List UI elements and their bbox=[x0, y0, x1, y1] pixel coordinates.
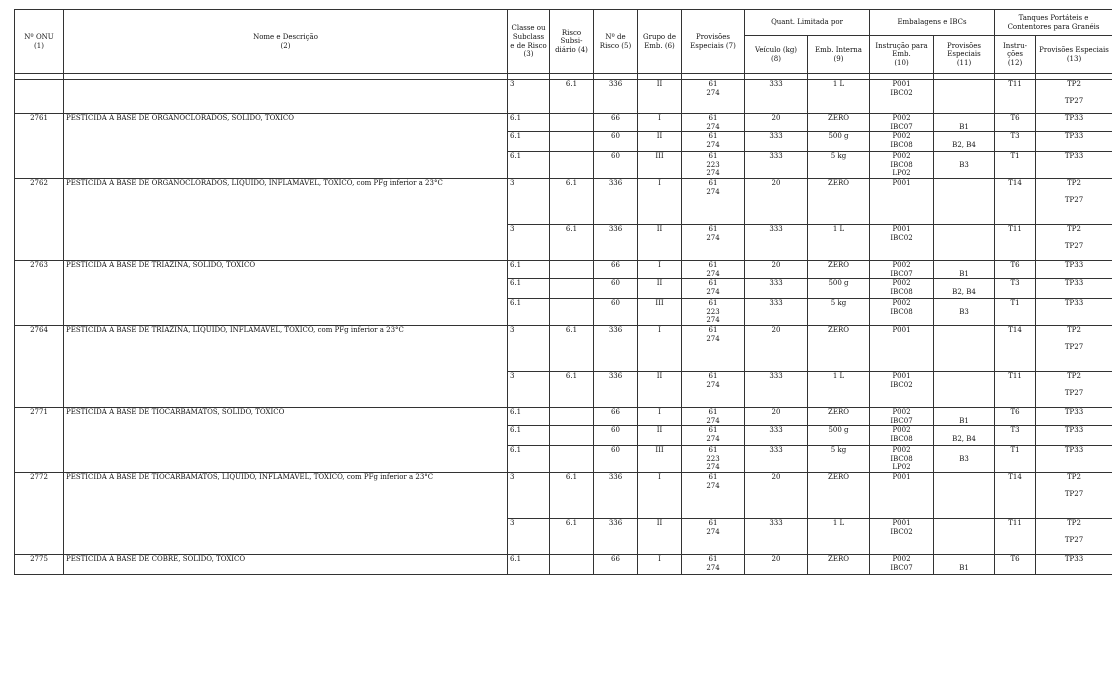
instrucoes-tanque-cell: T6 bbox=[995, 407, 1036, 425]
numero-risco-cell: 66 bbox=[594, 114, 638, 132]
numero-risco-cell: 60 bbox=[594, 446, 638, 473]
provisoes-tanque-cell: TP2 TP27 bbox=[1036, 224, 1113, 260]
instrucao-emb-cell: P002 IBC08 bbox=[870, 426, 934, 446]
provisoes-tanque-cell: TP2 TP27 bbox=[1036, 325, 1113, 371]
onu-number: 2762 bbox=[15, 178, 64, 260]
provisoes-tanque-cell: TP33 bbox=[1036, 426, 1113, 446]
risco-subsidiario-cell: 6.1 bbox=[550, 178, 594, 224]
provisoes-tanque-cell: TP33 bbox=[1036, 132, 1113, 152]
provisoes-emb-cell: B3 bbox=[934, 446, 995, 473]
instrucoes-tanque-cell: T6 bbox=[995, 114, 1036, 132]
instrucao-emb-cell: P001 bbox=[870, 325, 934, 371]
table-row bbox=[15, 114, 1113, 132]
classe-cell: 6.1 bbox=[508, 114, 550, 132]
risco-subsidiario-cell: 6.1 bbox=[550, 472, 594, 518]
classe-cell: 6.1 bbox=[508, 260, 550, 278]
risco-subsidiario-cell bbox=[550, 554, 594, 574]
grupo-emb-cell: II bbox=[638, 426, 682, 446]
provisoes-emb-cell bbox=[934, 325, 995, 371]
header-veiculo: Veículo (kg) (8) bbox=[745, 36, 808, 74]
numero-risco-cell: 336 bbox=[594, 371, 638, 407]
instrucao-emb-cell: P002 IBC07 bbox=[870, 114, 934, 132]
classe-cell: 6.1 bbox=[508, 426, 550, 446]
instrucoes-tanque-cell: T3 bbox=[995, 426, 1036, 446]
classe-cell: 6.1 bbox=[508, 407, 550, 425]
instrucoes-tanque-cell: T6 bbox=[995, 260, 1036, 278]
onu-number: 2761 bbox=[15, 114, 64, 179]
veiculo-kg-cell: 333 bbox=[745, 299, 808, 326]
provisoes-especiais-cell: 61 274 bbox=[682, 178, 745, 224]
provisoes-especiais-cell: 61 274 bbox=[682, 325, 745, 371]
instrucoes-tanque-cell: T3 bbox=[995, 279, 1036, 299]
numero-risco-cell: 60 bbox=[594, 279, 638, 299]
classe-cell: 3 bbox=[508, 325, 550, 371]
grupo-emb-cell: II bbox=[638, 132, 682, 152]
risco-subsidiario-cell bbox=[550, 114, 594, 132]
numero-risco-cell: 336 bbox=[594, 472, 638, 518]
grupo-emb-cell: II bbox=[638, 224, 682, 260]
provisoes-tanque-cell: TP33 bbox=[1036, 554, 1113, 574]
risco-subsidiario-cell bbox=[550, 407, 594, 425]
instrucao-emb-cell: P002 IBC08 LP02 bbox=[870, 152, 934, 179]
provisoes-especiais-cell: 61 274 bbox=[682, 472, 745, 518]
provisoes-especiais-cell: 61 274 bbox=[682, 260, 745, 278]
onu-number bbox=[15, 80, 64, 114]
instrucoes-tanque-cell: T1 bbox=[995, 152, 1036, 179]
numero-risco-cell: 66 bbox=[594, 260, 638, 278]
provisoes-emb-cell bbox=[934, 472, 995, 518]
veiculo-kg-cell: 20 bbox=[745, 472, 808, 518]
emb-interna-cell: ZERO bbox=[808, 325, 870, 371]
classe-cell: 6.1 bbox=[508, 132, 550, 152]
risco-subsidiario-cell bbox=[550, 260, 594, 278]
numero-risco-cell: 336 bbox=[594, 224, 638, 260]
classe-cell: 6.1 bbox=[508, 299, 550, 326]
risco-subsidiario-cell bbox=[550, 446, 594, 473]
provisoes-emb-cell: B2, B4 bbox=[934, 132, 995, 152]
emb-interna-cell: ZERO bbox=[808, 178, 870, 224]
risco-subsidiario-cell: 6.1 bbox=[550, 80, 594, 114]
header-grupo-emb: Grupo de Emb. (6) bbox=[638, 10, 682, 74]
classe-cell: 3 bbox=[508, 472, 550, 518]
classe-cell: 3 bbox=[508, 371, 550, 407]
table-row bbox=[15, 407, 1113, 425]
header-provisoes-tanque: Provisões Especiais (13) bbox=[1036, 36, 1113, 74]
onu-number: 2775 bbox=[15, 554, 64, 574]
emb-interna-cell: 1 L bbox=[808, 371, 870, 407]
risco-subsidiario-cell: 6.1 bbox=[550, 224, 594, 260]
instrucao-emb-cell: P001 IBC02 bbox=[870, 224, 934, 260]
emb-interna-cell: 5 kg bbox=[808, 446, 870, 473]
emb-interna-cell: 5 kg bbox=[808, 299, 870, 326]
provisoes-emb-cell: B1 bbox=[934, 407, 995, 425]
provisoes-tanque-cell: TP2 TP27 bbox=[1036, 518, 1113, 554]
provisoes-especiais-cell: 61 274 bbox=[682, 554, 745, 574]
provisoes-emb-cell bbox=[934, 371, 995, 407]
classe-cell: 6.1 bbox=[508, 279, 550, 299]
provisoes-especiais-cell: 61 274 bbox=[682, 224, 745, 260]
provisoes-emb-cell: B3 bbox=[934, 299, 995, 326]
instrucoes-tanque-cell: T14 bbox=[995, 472, 1036, 518]
header-provisoes-especiais: Provisões Especiais (7) bbox=[682, 10, 745, 74]
veiculo-kg-cell: 333 bbox=[745, 426, 808, 446]
classe-cell: 3 bbox=[508, 80, 550, 114]
grupo-emb-cell: II bbox=[638, 518, 682, 554]
emb-interna-cell: ZERO bbox=[808, 260, 870, 278]
provisoes-tanque-cell: TP33 bbox=[1036, 152, 1113, 179]
instrucoes-tanque-cell: T11 bbox=[995, 518, 1036, 554]
veiculo-kg-cell: 20 bbox=[745, 114, 808, 132]
substance-name: PESTICIDA À BASE DE TRIAZINA, LÍQUIDO, INFLAMÁVEL, TÓXICO, com PFg inferior a 23°C bbox=[64, 325, 508, 407]
provisoes-emb-cell: B2, B4 bbox=[934, 279, 995, 299]
instrucoes-tanque-cell: T11 bbox=[995, 224, 1036, 260]
risco-subsidiario-cell bbox=[550, 299, 594, 326]
provisoes-tanque-cell: TP2 TP27 bbox=[1036, 80, 1113, 114]
provisoes-emb-cell bbox=[934, 80, 995, 114]
instrucoes-tanque-cell: T14 bbox=[995, 178, 1036, 224]
table-row bbox=[15, 325, 1113, 371]
provisoes-especiais-cell: 61 274 bbox=[682, 279, 745, 299]
provisoes-emb-cell bbox=[934, 224, 995, 260]
header-classe: Classe ou Subclass e de Risco (3) bbox=[508, 10, 550, 74]
substance-name: PESTICIDA À BASE DE TIOCARBAMATOS, SÓLIDO, TÓXICO bbox=[64, 407, 508, 472]
emb-interna-cell: ZERO bbox=[808, 472, 870, 518]
classe-cell: 3 bbox=[508, 518, 550, 554]
risco-subsidiario-cell: 6.1 bbox=[550, 518, 594, 554]
grupo-emb-cell: I bbox=[638, 407, 682, 425]
veiculo-kg-cell: 333 bbox=[745, 152, 808, 179]
provisoes-tanque-cell: TP33 bbox=[1036, 114, 1113, 132]
provisoes-especiais-cell: 61 274 bbox=[682, 426, 745, 446]
substance-name: PESTICIDA À BASE DE ORGANOCLORADOS, SÓLIDO, TÓXICO bbox=[64, 114, 508, 179]
provisoes-especiais-cell: 61 223 274 bbox=[682, 299, 745, 326]
substance-name: PESTICIDA À BASE DE COBRE, SÓLIDO, TÓXICO bbox=[64, 554, 508, 574]
emb-interna-cell: ZERO bbox=[808, 114, 870, 132]
provisoes-especiais-cell: 61 223 274 bbox=[682, 152, 745, 179]
risco-subsidiario-cell: 6.1 bbox=[550, 371, 594, 407]
emb-interna-cell: 1 L bbox=[808, 518, 870, 554]
provisoes-especiais-cell: 61 274 bbox=[682, 407, 745, 425]
numero-risco-cell: 336 bbox=[594, 80, 638, 114]
grupo-emb-cell: I bbox=[638, 472, 682, 518]
provisoes-emb-cell: B2, B4 bbox=[934, 426, 995, 446]
veiculo-kg-cell: 20 bbox=[745, 178, 808, 224]
veiculo-kg-cell: 20 bbox=[745, 260, 808, 278]
instrucoes-tanque-cell: T11 bbox=[995, 80, 1036, 114]
header-instrucao-emb: Instrução para Emb. (10) bbox=[870, 36, 934, 74]
numero-risco-cell: 66 bbox=[594, 407, 638, 425]
numero-risco-cell: 336 bbox=[594, 178, 638, 224]
grupo-emb-cell: I bbox=[638, 554, 682, 574]
substance-name: PESTICIDA À BASE DE ORGANOCLORADOS, LÍQUIDO, INFLAMÁVEL, TÓXICO, com PFg inferior a 23°C bbox=[64, 178, 508, 260]
emb-interna-cell: 1 L bbox=[808, 80, 870, 114]
veiculo-kg-cell: 333 bbox=[745, 224, 808, 260]
instrucao-emb-cell: P002 IBC07 bbox=[870, 260, 934, 278]
provisoes-emb-cell: B1 bbox=[934, 114, 995, 132]
grupo-emb-cell: I bbox=[638, 114, 682, 132]
grupo-emb-cell: III bbox=[638, 299, 682, 326]
veiculo-kg-cell: 333 bbox=[745, 371, 808, 407]
instrucao-emb-cell: P001 IBC02 bbox=[870, 518, 934, 554]
emb-interna-cell: ZERO bbox=[808, 407, 870, 425]
provisoes-especiais-cell: 61 274 bbox=[682, 114, 745, 132]
grupo-emb-cell: I bbox=[638, 325, 682, 371]
provisoes-emb-cell bbox=[934, 178, 995, 224]
grupo-emb-cell: II bbox=[638, 80, 682, 114]
risco-subsidiario-cell bbox=[550, 132, 594, 152]
table-row bbox=[15, 554, 1113, 574]
emb-interna-cell: 1 L bbox=[808, 224, 870, 260]
risco-subsidiario-cell bbox=[550, 279, 594, 299]
header-nome: Nome e Descrição (2) bbox=[64, 10, 508, 74]
grupo-emb-cell: I bbox=[638, 178, 682, 224]
onu-number: 2763 bbox=[15, 260, 64, 325]
emb-interna-cell: 500 g bbox=[808, 426, 870, 446]
table-row bbox=[15, 80, 1113, 114]
instrucao-emb-cell: P002 IBC08 LP02 bbox=[870, 446, 934, 473]
instrucao-emb-cell: P002 IBC08 bbox=[870, 132, 934, 152]
veiculo-kg-cell: 333 bbox=[745, 80, 808, 114]
instrucao-emb-cell: P001 IBC02 bbox=[870, 371, 934, 407]
header-quant-limitada: Quant. Limitada por bbox=[745, 10, 870, 36]
table-row bbox=[15, 260, 1113, 278]
table-header bbox=[15, 10, 1113, 80]
table-row bbox=[15, 472, 1113, 518]
emb-interna-cell: 5 kg bbox=[808, 152, 870, 179]
onu-number: 2764 bbox=[15, 325, 64, 407]
provisoes-tanque-cell: TP33 bbox=[1036, 446, 1113, 473]
provisoes-tanque-cell: TP33 bbox=[1036, 407, 1113, 425]
substance-name: PESTICIDA À BASE DE TIOCARBAMATOS, LÍQUIDO, INFLAMÁVEL, TÓXICO, com PFg inferior a 23°C bbox=[64, 472, 508, 554]
header-numero-risco: Nº de Risco (5) bbox=[594, 10, 638, 74]
provisoes-emb-cell bbox=[934, 518, 995, 554]
substance-name: PESTICIDA À BASE DE TRIAZINA, SÓLIDO, TÓXICO bbox=[64, 260, 508, 325]
provisoes-emb-cell: B3 bbox=[934, 152, 995, 179]
veiculo-kg-cell: 333 bbox=[745, 446, 808, 473]
risco-subsidiario-cell: 6.1 bbox=[550, 325, 594, 371]
numero-risco-cell: 60 bbox=[594, 426, 638, 446]
grupo-emb-cell: II bbox=[638, 279, 682, 299]
veiculo-kg-cell: 20 bbox=[745, 407, 808, 425]
table-body bbox=[15, 80, 1113, 575]
header-provisoes-emb: Provisões Especiais (11) bbox=[934, 36, 995, 74]
classe-cell: 3 bbox=[508, 178, 550, 224]
numero-risco-cell: 60 bbox=[594, 299, 638, 326]
header-tanques-portateis: Tanques Portáteis e Contentores para Granéis bbox=[995, 10, 1113, 36]
veiculo-kg-cell: 20 bbox=[745, 554, 808, 574]
instrucoes-tanque-cell: T6 bbox=[995, 554, 1036, 574]
header-instrucoes-tanque: Instru-ções (12) bbox=[995, 36, 1036, 74]
emb-interna-cell: 500 g bbox=[808, 279, 870, 299]
classe-cell: 6.1 bbox=[508, 152, 550, 179]
instrucao-emb-cell: P002 IBC07 bbox=[870, 407, 934, 425]
numero-risco-cell: 60 bbox=[594, 152, 638, 179]
instrucao-emb-cell: P002 IBC07 bbox=[870, 554, 934, 574]
veiculo-kg-cell: 333 bbox=[745, 132, 808, 152]
classe-cell: 6.1 bbox=[508, 554, 550, 574]
numero-risco-cell: 336 bbox=[594, 518, 638, 554]
instrucoes-tanque-cell: T11 bbox=[995, 371, 1036, 407]
provisoes-tanque-cell: TP2 TP27 bbox=[1036, 178, 1113, 224]
provisoes-tanque-cell: TP2 TP27 bbox=[1036, 472, 1113, 518]
numero-risco-cell: 60 bbox=[594, 132, 638, 152]
grupo-emb-cell: III bbox=[638, 446, 682, 473]
classe-cell: 3 bbox=[508, 224, 550, 260]
table-row bbox=[15, 178, 1113, 224]
instrucoes-tanque-cell: T1 bbox=[995, 446, 1036, 473]
risco-subsidiario-cell bbox=[550, 426, 594, 446]
numero-risco-cell: 336 bbox=[594, 325, 638, 371]
header-embalagens-ibcs: Embalagens e IBCs bbox=[870, 10, 995, 36]
provisoes-tanque-cell: TP2 TP27 bbox=[1036, 371, 1113, 407]
instrucao-emb-cell: P001 bbox=[870, 178, 934, 224]
provisoes-especiais-cell: 61 274 bbox=[682, 371, 745, 407]
provisoes-especiais-cell: 61 274 bbox=[682, 518, 745, 554]
veiculo-kg-cell: 333 bbox=[745, 518, 808, 554]
instrucao-emb-cell: P001 IBC02 bbox=[870, 80, 934, 114]
instrucoes-tanque-cell: T1 bbox=[995, 299, 1036, 326]
veiculo-kg-cell: 333 bbox=[745, 279, 808, 299]
provisoes-especiais-cell: 61 274 bbox=[682, 80, 745, 114]
emb-interna-cell: ZERO bbox=[808, 554, 870, 574]
header-emb-interna: Emb. Interna (9) bbox=[808, 36, 870, 74]
instrucao-emb-cell: P002 IBC08 bbox=[870, 279, 934, 299]
instrucao-emb-cell: P002 IBC08 bbox=[870, 299, 934, 326]
provisoes-especiais-cell: 61 223 274 bbox=[682, 446, 745, 473]
provisoes-tanque-cell: TP33 bbox=[1036, 279, 1113, 299]
provisoes-emb-cell: B1 bbox=[934, 260, 995, 278]
grupo-emb-cell: II bbox=[638, 371, 682, 407]
risco-subsidiario-cell bbox=[550, 152, 594, 179]
numero-risco-cell: 66 bbox=[594, 554, 638, 574]
dangerous-goods-table-page bbox=[14, 9, 1112, 659]
emb-interna-cell: 500 g bbox=[808, 132, 870, 152]
dangerous-goods-table bbox=[14, 9, 1112, 575]
provisoes-especiais-cell: 61 274 bbox=[682, 132, 745, 152]
onu-number: 2772 bbox=[15, 472, 64, 554]
instrucoes-tanque-cell: T3 bbox=[995, 132, 1036, 152]
grupo-emb-cell: I bbox=[638, 260, 682, 278]
instrucao-emb-cell: P001 bbox=[870, 472, 934, 518]
veiculo-kg-cell: 20 bbox=[745, 325, 808, 371]
header-risco-subsidiario: Risco Subsi-diário (4) bbox=[550, 10, 594, 74]
onu-number: 2771 bbox=[15, 407, 64, 472]
substance-name bbox=[64, 80, 508, 114]
grupo-emb-cell: III bbox=[638, 152, 682, 179]
classe-cell: 6.1 bbox=[508, 446, 550, 473]
provisoes-tanque-cell: TP33 bbox=[1036, 260, 1113, 278]
provisoes-tanque-cell: TP33 bbox=[1036, 299, 1113, 326]
provisoes-emb-cell: B1 bbox=[934, 554, 995, 574]
instrucoes-tanque-cell: T14 bbox=[995, 325, 1036, 371]
header-onu: Nº ONU (1) bbox=[15, 10, 64, 74]
